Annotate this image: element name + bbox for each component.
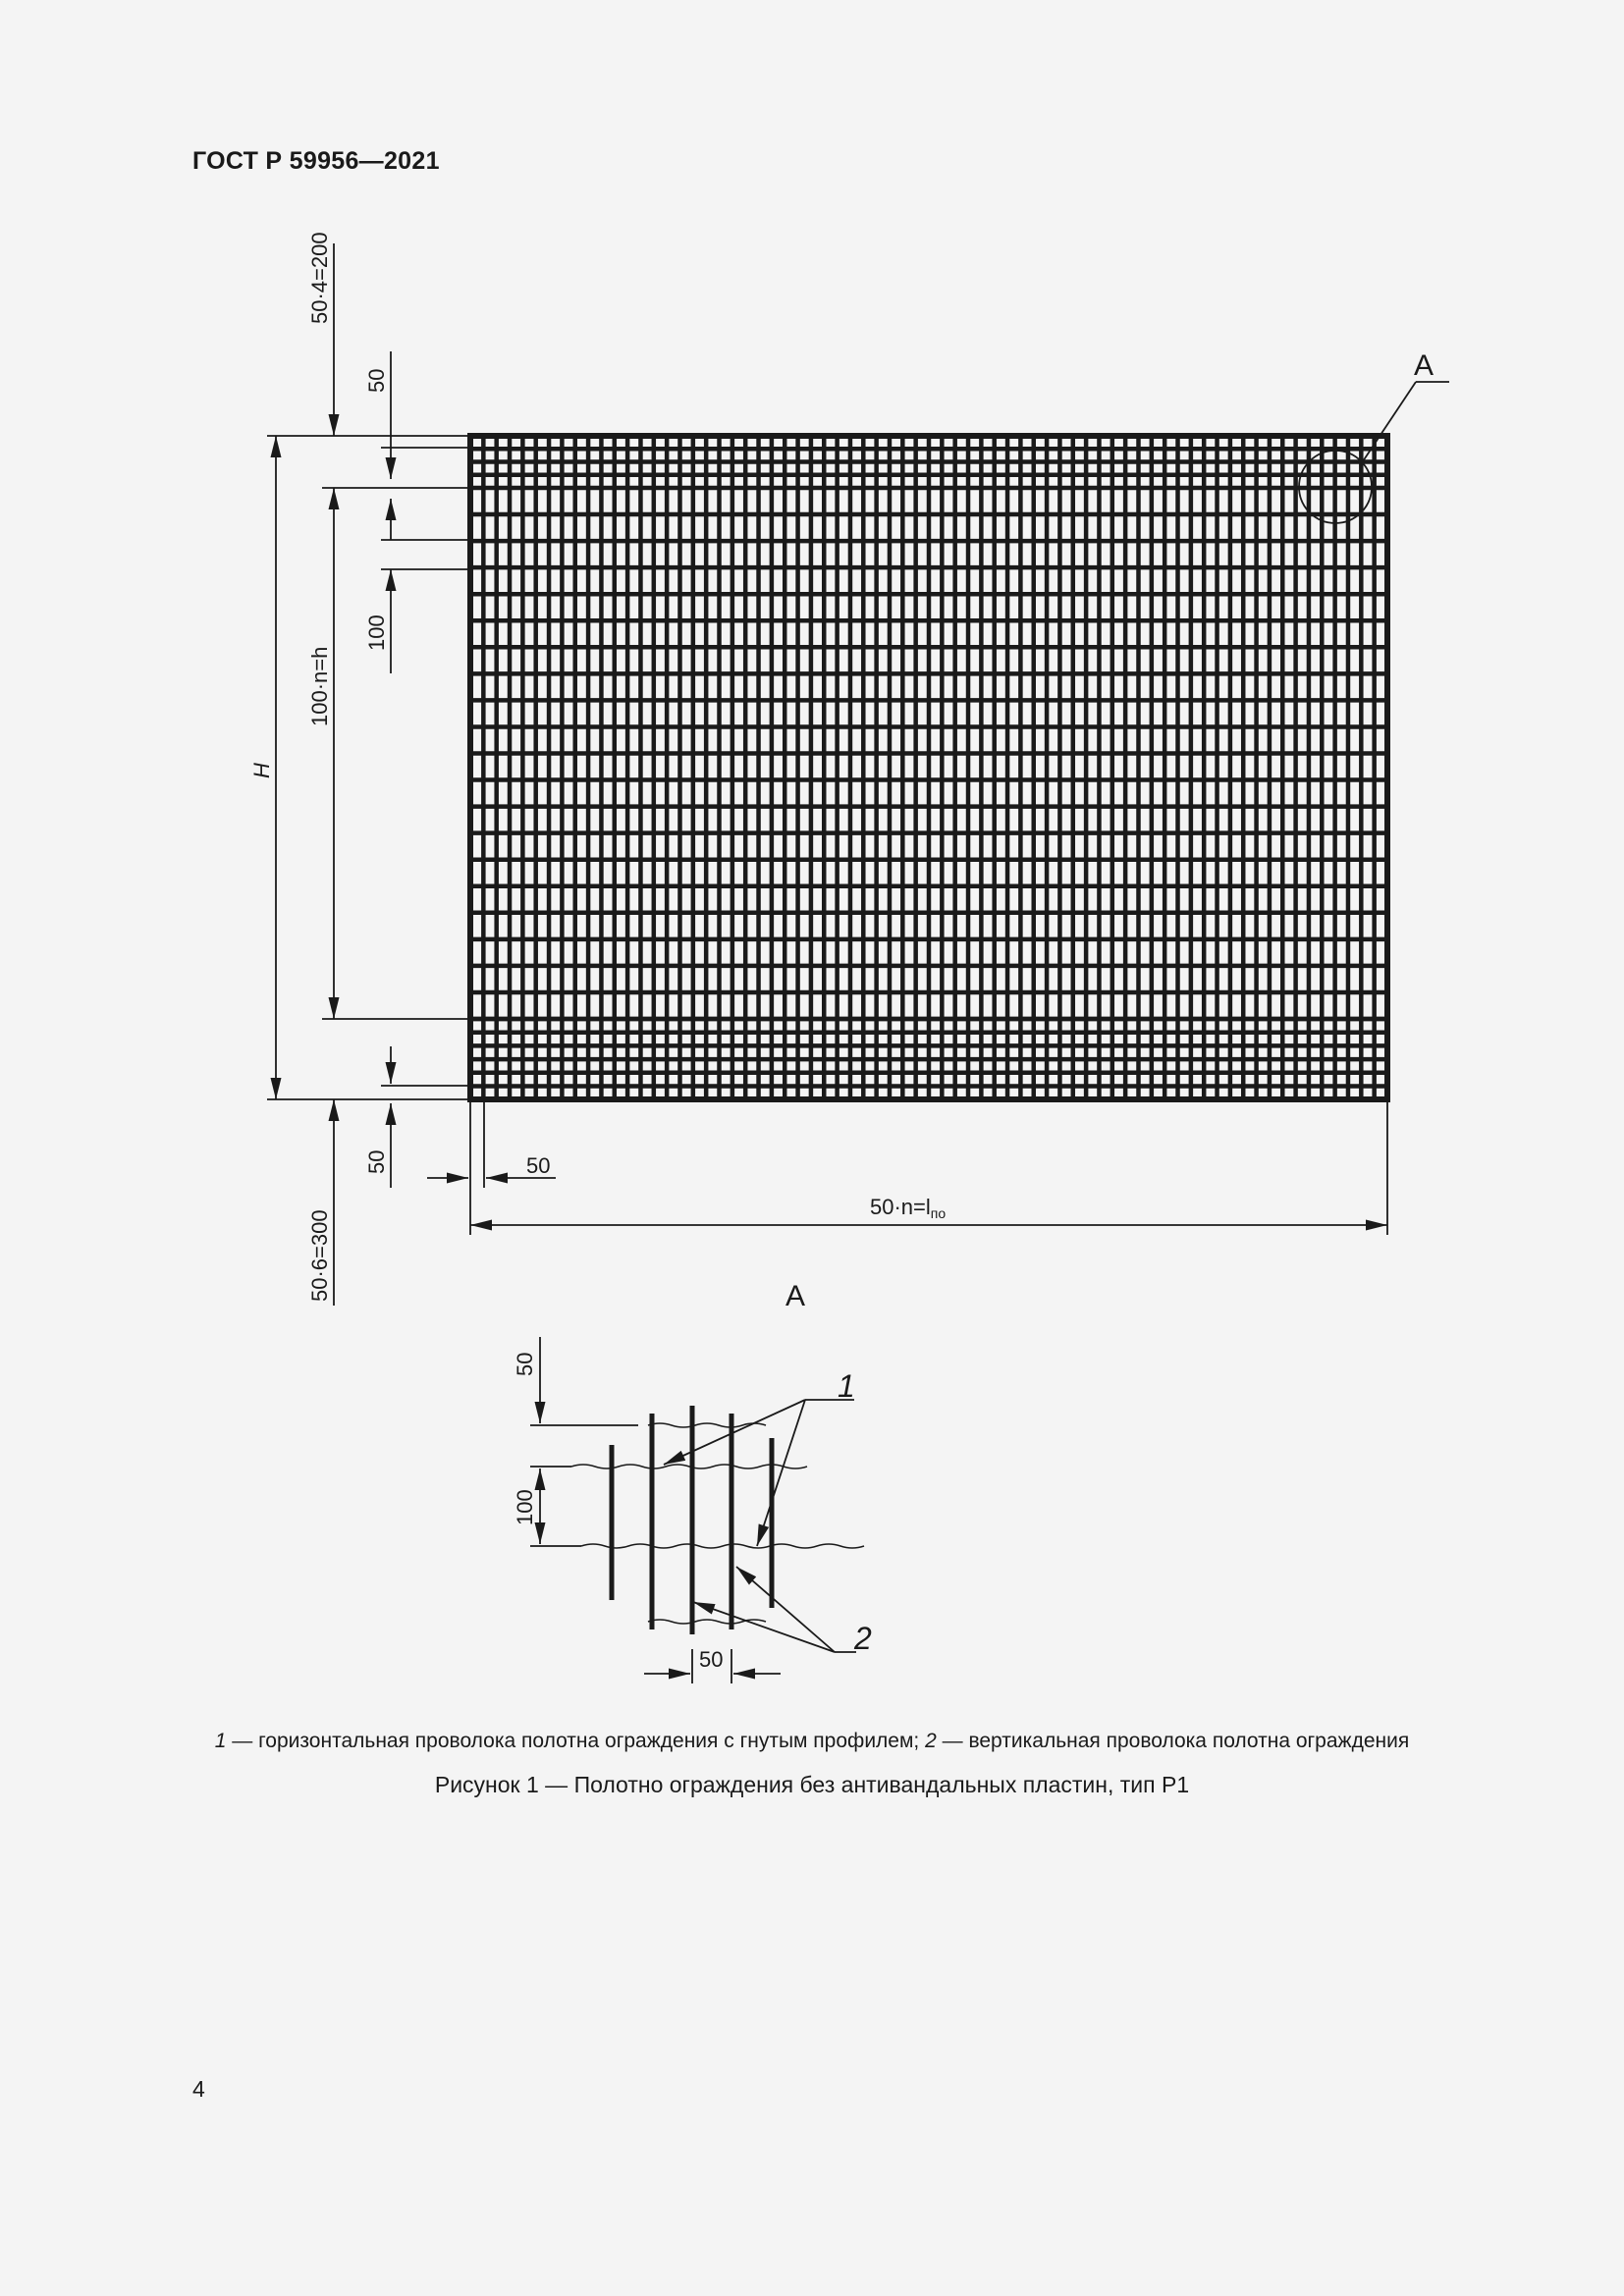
dim-top-step: 50 [364,368,389,393]
figure-caption: Рисунок 1 — Полотно ограждения без антивандальных пластин, тип Р1 [434,1772,1190,1797]
dim-mid-step: 100 [364,614,389,651]
detail-a [530,1337,864,1683]
dim-bottom-step: 50 [364,1149,389,1174]
dimension-lines [267,243,1449,1306]
figure-legend [98,1730,1526,1753]
dim-H: H [249,763,274,778]
mesh-panel [470,436,1387,1099]
legend-num-1: 1 [214,1730,227,1752]
legend-text-2: — вертикальная проволока полотна ограждения [936,1730,1410,1752]
detail-dim-mid: 100 [513,1489,537,1525]
callout-label: А [1414,349,1435,382]
vertical-wires [470,436,1387,1099]
dim-length [870,1195,946,1221]
dim-length-main: 50·n=l [870,1195,931,1219]
detail-dim-bottom: 50 [699,1647,724,1672]
dim-h: 100·n=h [307,646,332,726]
legend-text-1: — горизонтальная проволока полотна ограждения с гнутым профилем; [226,1730,926,1752]
detail-title: А [785,1280,806,1312]
detail-label-1: 1 [838,1368,855,1404]
document-header: ГОСТ Р 59956—2021 [192,147,440,175]
legend-num-2: 2 [925,1730,937,1752]
detail-dim-top: 50 [513,1352,537,1376]
dim-left-offset: 50 [526,1153,551,1178]
dim-bottom-total: 50·6=300 [307,1209,332,1302]
page-number: 4 [192,2076,205,2102]
dim-length-sub: по [930,1205,947,1221]
dim-top-total: 50·4=200 [307,232,332,324]
detail-label-2: 2 [854,1621,872,1656]
